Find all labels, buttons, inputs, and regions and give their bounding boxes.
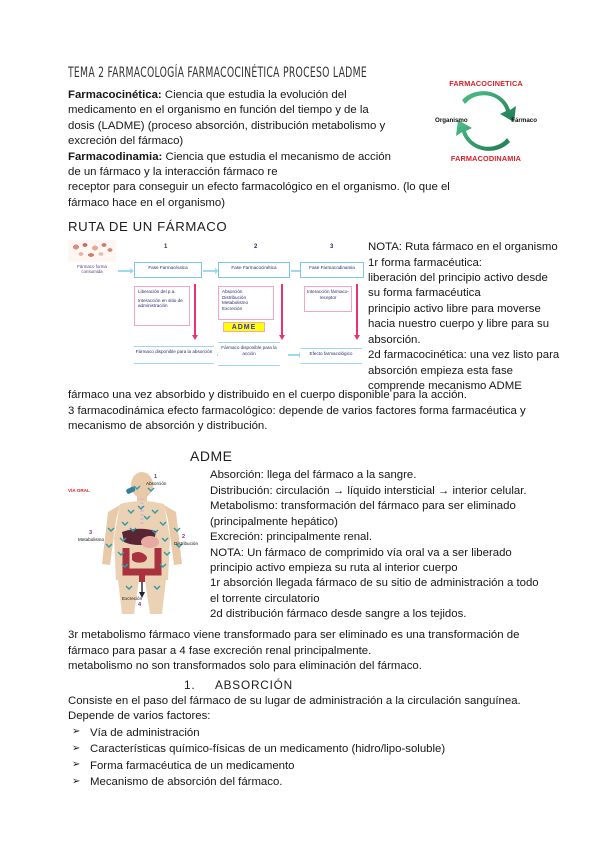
adme-line-6: 2d distribución fármaco desde sangre a los tejidos.: [210, 608, 467, 621]
list-item: ➢ Características químico-físicas de un medicamento (hidro/lipo-soluble): [68, 741, 544, 758]
absorcion-factors-list: [68, 725, 544, 791]
body-label-2-text: Distribución: [174, 541, 198, 547]
body-label-2-number: 2: [182, 534, 186, 541]
adme-line-0: Absorción: llega del fármaco a la sangre.: [210, 469, 417, 482]
body-label-4-number: 4: [138, 602, 142, 609]
flow-col2-details: [218, 286, 274, 320]
ruta-note-line-3: su forma farmacéutica: [368, 287, 481, 300]
flow-col1-outcome: Fármaco disponible para la absorción: [134, 346, 214, 364]
body-label-1-text: Absorción: [146, 481, 167, 487]
absorcion-number: 1.: [184, 677, 196, 692]
document-content: [68, 64, 560, 791]
human-body-adme-figure: [68, 468, 202, 618]
list-item: ➢ Vía de administración: [68, 725, 544, 742]
logo-farmaco-label: Fármaco: [511, 117, 537, 125]
intro-farmacocinetica: [68, 88, 398, 150]
adme-line-4: NOTA: Un fármaco de comprimido vía oral va a ser liberado principio activo empieza su ruta al interior cuerpo: [210, 546, 512, 574]
ruta-note-block: [368, 240, 600, 394]
ruta-note-line-7: 2d farmacocinética: una vez listo para: [368, 349, 560, 362]
pills-photo: [68, 240, 116, 262]
intro-farmacodinamia-cont: receptor para conseguir un efecto farmacológico en el organismo. (lo que el fármaco hace en el organismo): [68, 181, 450, 209]
flow-arrow-in: [118, 270, 130, 272]
body-label-4-text: Excreción: [122, 596, 143, 602]
adme-line-3: Excreción: principalmente renal.: [210, 531, 373, 544]
flow-col1-detail-0: Liberación del p.a.: [138, 289, 176, 295]
body-label-1-number: 1: [154, 474, 158, 481]
logo-organismo-label: Organismo: [435, 117, 468, 125]
intro-farmacodinamia: [68, 150, 398, 181]
ruta-flowchart: [68, 238, 368, 378]
absorcion-heading-text: ABSORCIÓN: [214, 677, 293, 692]
flow-col1-phase: Fase Farmacéutica: [134, 262, 202, 278]
ruta-note-line-0: NOTA: Ruta fármaco en el organismo: [368, 241, 558, 254]
flow-col3-outcome: Efecto farmacológico: [300, 348, 362, 364]
flow-col2-number: 2: [254, 244, 258, 251]
body-label-3-number: 3: [89, 530, 93, 537]
absorcion-subheading: [184, 678, 544, 692]
flow-col2-detail-2: Metabolismo: [222, 300, 249, 306]
flow-col2-outcome: Fármaco disponible para la acción: [218, 342, 280, 366]
flow-col3-arrow-down: [356, 284, 358, 336]
adme-section-heading: ADME: [190, 448, 233, 465]
def-farmacocinetica: Ciencia que estudia la evolución del medicamento en el organismo en función del tiempo y de la dosis (LADME) (proceso absorción, distribución metabolismo y excreción del fármaco): [68, 89, 386, 148]
flow-col3-phase: Fase Farmacodinamia: [300, 262, 364, 278]
list-item: ➢ Mecanismo de absorción del fármaco.: [68, 774, 544, 791]
ruta-note-line-2: liberación del principio activo desde: [368, 272, 548, 285]
ruta-note-line-1: 1r forma farmacéutica:: [368, 256, 482, 269]
flow-col3-details: Interacción fármaco-receptor: [304, 286, 352, 312]
flow-col1-arrow-down: [194, 284, 196, 336]
adme-line-2: Metabolismo: transformación del fármaco para ser eliminado (principalmente hepático): [210, 500, 516, 528]
flow-col1-number: 1: [164, 244, 168, 251]
ruta-note-line-6: absorción.: [368, 333, 421, 346]
body-label-3-text: Metabolismo: [78, 537, 105, 543]
adme-paragraph-1: metabolismo no son transformados solo para eliminación del fármaco.: [68, 660, 422, 673]
ruta-note-line-4: principio activo libre para moverse: [368, 302, 541, 315]
ruta-note-line-5: hacia nuestro cuerpo y libre para su: [368, 318, 550, 331]
logo-bottom-label: FARMACODINAMIA: [450, 154, 522, 164]
via-oral-label: VÍA ORAL: [68, 488, 90, 494]
flow-col3-number: 3: [330, 244, 334, 251]
list-item: ➢ Forma farmacéutica de un medicamento: [68, 758, 544, 775]
adme-paragraph-0: 3r metabolismo fármaco viene transformado para ser eliminado es una transformación de fármaco para pasar a 4 fase excreción renal principalmente.: [68, 629, 520, 657]
absorcion-intro-line1: Consiste en el paso del fármaco de su lugar de administración a la circulación sanguínea.: [68, 694, 521, 707]
page-title: TEMA 2 FARMACOLOGÍA FARMACOCINÉTICA PROCESO LADME: [68, 64, 367, 81]
pills-caption: Fármaco forma consumida: [77, 264, 107, 275]
ruta-note-line-8: absorción empieza esta fase: [368, 364, 513, 377]
absorcion-intro-line2: Depende de varios factores:: [68, 710, 211, 723]
flow-arrow-1-2: [203, 270, 215, 272]
adme-line-5: 1r absorción llegada fármaco de su sitio de administración a todo el torrente circulatorio: [210, 577, 539, 605]
flow-col2-detail-1: Distribución: [222, 294, 246, 300]
ruta-paragraph-1: 3 farmacodinámica efecto farmacológico: depende de varios factores forma farmacéutica y mecanismo de absorción y distribución.: [68, 404, 526, 433]
ruta-note-line-9: comprende mecanismo ADME: [368, 379, 522, 392]
term-farmacocinetica: Farmacocinética:: [68, 89, 162, 101]
flow-col2-detail-0: Absorción: [222, 289, 243, 295]
adme-highlight-badge: ADME: [223, 322, 265, 332]
term-farmacodinamia: Farmacodinamia:: [68, 150, 163, 163]
flow-col1-details: [134, 286, 190, 326]
flow-outcome-arrow-2-3: [288, 354, 299, 356]
logo-top-label: FARMACOCINETICA: [449, 79, 523, 88]
flow-col1-detail-1: Interacción en sitio de administración: [138, 297, 183, 309]
adme-line-1: Distribución: circulación → líquido intersticial → interior celular.: [210, 484, 527, 497]
flow-col2-arrow-down: [281, 284, 283, 336]
ruta-section-heading: RUTA DE UN FÁRMACO: [68, 219, 228, 235]
flow-col2-detail-3: Excreción: [222, 306, 243, 312]
flow-col2-phase: Fase Farmacocinética: [218, 262, 290, 278]
ruta-paragraph-0: fármaco una vez absorbido y distribuido en el cuerpo disponible para la acción.: [68, 389, 467, 402]
def-farmacodinamia: Ciencia que estudia el mecanismo de acción de un fármaco y la interacción fármaco re: [68, 150, 391, 179]
adme-definitions: [210, 468, 550, 622]
